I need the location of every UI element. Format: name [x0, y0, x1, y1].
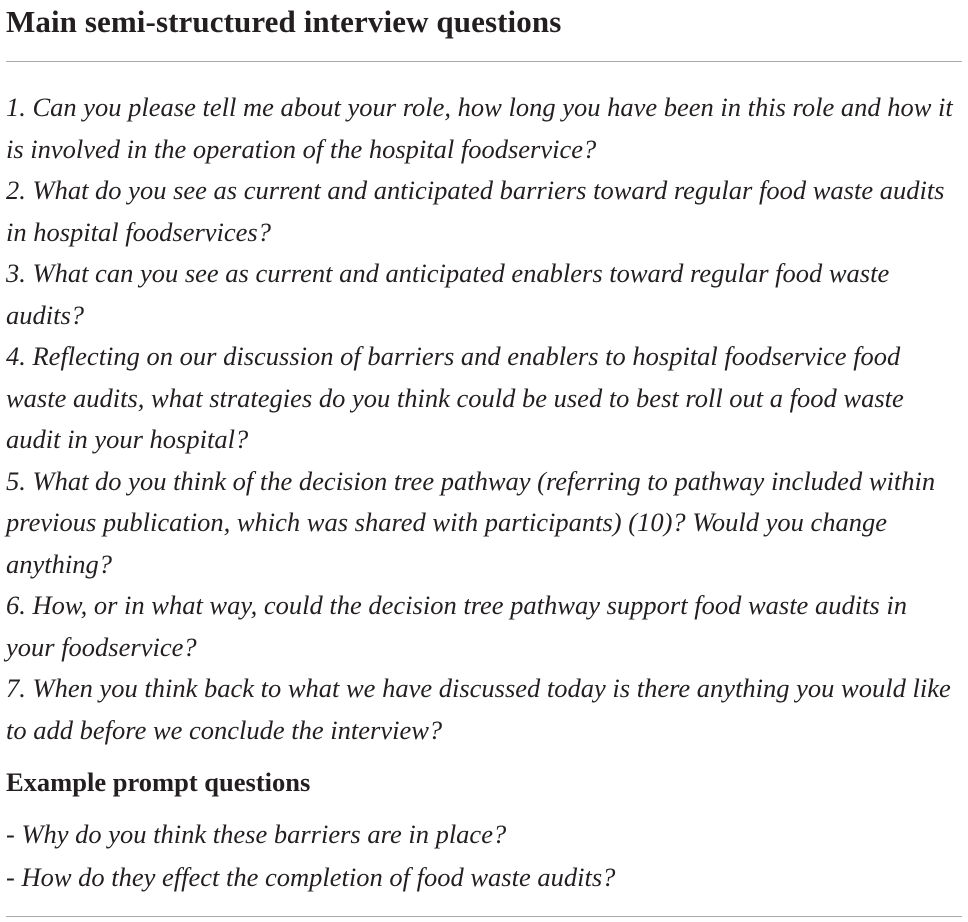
- question-item: 5. What do you think of the decision tree pathway (referring to pathway included within previous publication, which was shared with participants) (10)? Would you change anything?: [6, 465, 936, 579]
- bottom-divider: [6, 916, 962, 917]
- question-item: 1. Can you please tell me about your role, how long you have been in this role and how it is involved in the operation of the hospital foodservice?: [6, 92, 953, 164]
- table-title: Main semi-structured interview questions: [6, 4, 562, 39]
- question-item: 2. What do you see as current and anticipated barriers toward regular food waste audits in hospital foodservices?: [6, 175, 945, 247]
- question-item: 4. Reflecting on our discussion of barriers and enablers to hospital foodservice food waste audits, what strategies do you think could be used to best roll out a food waste audit in your hospital?: [6, 341, 904, 454]
- question-item: 3. What can you see as current and anticipated enablers toward regular food waste audits?: [6, 258, 890, 330]
- prompt-item: - How do they effect the completion of food waste audits?: [6, 861, 616, 892]
- question-list: [6, 87, 962, 751]
- interview-questions-table: [6, 0, 962, 917]
- prompts-heading: Example prompt questions: [6, 767, 311, 797]
- question-item: 7. When you think back to what we have discussed today is there anything you would like to add before we conclude the interview?: [6, 673, 951, 745]
- top-divider: [6, 61, 962, 62]
- prompt-item: - Why do you think these barriers are in place?: [6, 818, 507, 849]
- question-item: 6. How, or in what way, could the decision tree pathway support food waste audits in your foodservice?: [6, 590, 907, 662]
- prompt-list: [6, 813, 962, 899]
